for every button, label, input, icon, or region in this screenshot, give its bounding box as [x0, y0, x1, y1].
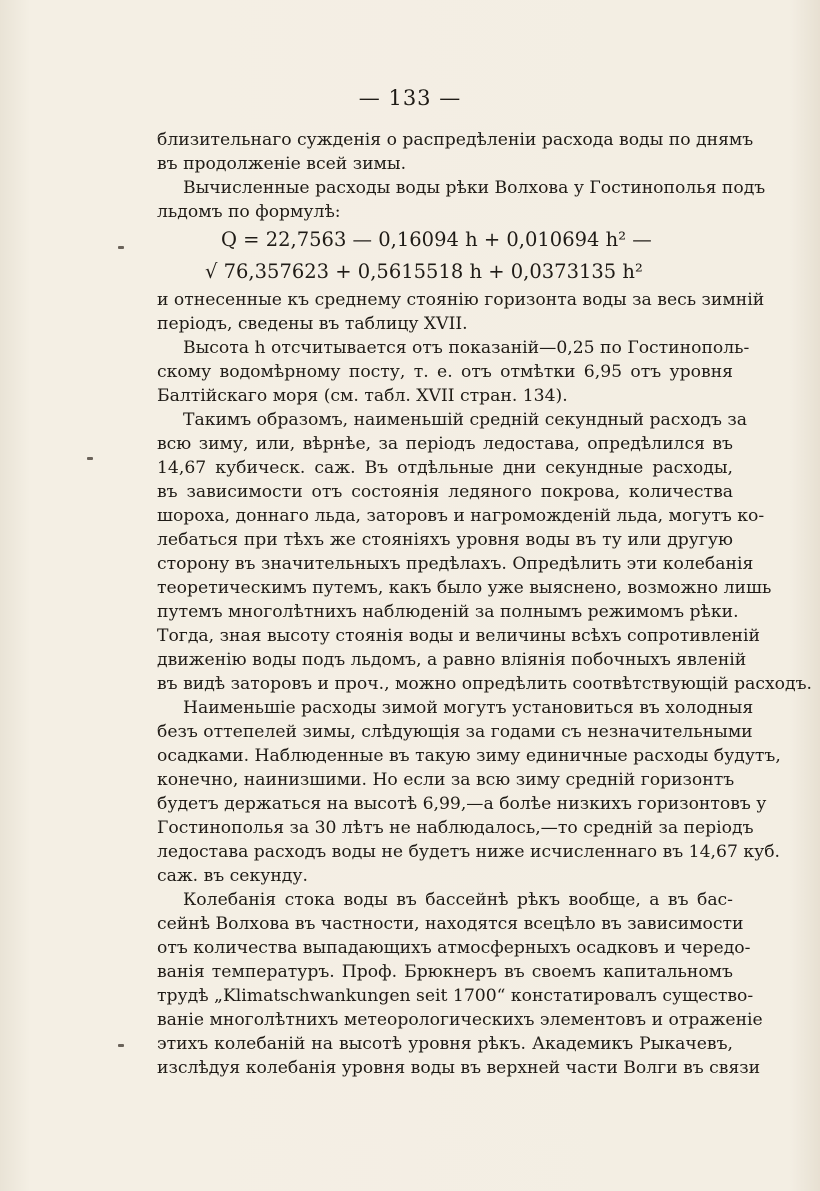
body-text: [157, 128, 812, 1080]
text-line: Такимъ образомъ, наименьшій средній секундный расходъ за: [183, 410, 747, 430]
text-line: льдомъ по формулѣ:: [157, 202, 341, 222]
text-line: будетъ держаться на высотѣ 6,99,—а болѣе низкихъ горизонтовъ у: [157, 794, 767, 814]
text-line: 14,67 кубическ. саж. Въ отдѣльные дни секундные расходы,: [157, 458, 733, 478]
text-line: въ зависимости отъ состоянія ледяного покрова, количества: [157, 482, 733, 502]
text-line: періодъ, сведены въ таблицу XVII.: [157, 314, 468, 334]
margin-mark: [118, 1044, 124, 1047]
text-line: Гостинополья за 30 лѣтъ не наблюдалось,—то средній за періодъ: [157, 818, 754, 838]
text-line: Тогда, зная высоту стоянія воды и величины всѣхъ сопротивленій: [157, 626, 760, 646]
text-line: сторону въ значительныхъ предѣлахъ. Опредѣлить эти колебанія: [157, 554, 754, 574]
text-line: въ видѣ заторовъ и проч., можно опредѣлить соотвѣтствующій расходъ.: [157, 674, 812, 694]
text-line: теоретическимъ путемъ, какъ было уже выяснено, возможно лишь: [157, 578, 772, 598]
text-line: близительнаго сужденія о распредѣленіи расхода воды по днямъ: [157, 130, 754, 150]
text-line: шороха, доннаго льда, заторовъ и нагроможденій льда, могутъ ко-: [157, 506, 765, 526]
margin-mark: [87, 457, 93, 460]
text-line: Высота h отсчитывается отъ показаній—0,25 по Гостинополь-: [183, 338, 750, 358]
text-line: этихъ колебаній на высотѣ уровня рѣкъ. Академикъ Рыкачевъ,: [157, 1034, 733, 1054]
text-line: Балтійскаго моря (см. табл. XVII стран. 134).: [157, 386, 568, 406]
formula-line: Q = 22,7563 — 0,16094 h + 0,010694 h² —: [221, 228, 652, 251]
text-line: движенію воды подъ льдомъ, а равно вліянія побочныхъ явленій: [157, 650, 747, 670]
formula-line: √ 76,357623 + 0,5615518 h + 0,0373135 h²: [205, 260, 643, 283]
text-line: отъ количества выпадающихъ атмосферныхъ осадковъ и чередо-: [157, 938, 751, 958]
text-line: изслѣдуя колебанія уровня воды въ верхней части Волги въ связи: [157, 1058, 761, 1078]
text-line: трудѣ „Klimatschwankungen seit 1700“ констатировалъ существо-: [157, 986, 754, 1006]
text-line: Вычисленные расходы воды рѣки Волхова у Гостинополья подъ: [183, 178, 766, 198]
text-line: и отнесенные къ среднему стоянію горизонта воды за весь зимній: [157, 290, 765, 310]
text-line: ваніе многолѣтнихъ метеорологическихъ элементовъ и отраженіе: [157, 1010, 763, 1030]
text-line: путемъ многолѣтнихъ наблюденій за полнымъ режимомъ рѣки.: [157, 602, 739, 622]
page-number: — 133 —: [358, 86, 462, 110]
margin-mark: [118, 246, 124, 249]
text-line: въ продолженіе всей зимы.: [157, 154, 407, 174]
text-line: ледостава расходъ воды не будетъ ниже исчисленнаго въ 14,67 куб.: [157, 842, 781, 862]
text-line: Наименьшіе расходы зимой могутъ установиться въ холодныя: [183, 698, 754, 718]
text-line: ванія температуръ. Проф. Брюкнеръ въ своемъ капитальномъ: [157, 962, 733, 982]
text-line: безъ оттепелей зимы, слѣдующія за годами съ незначительными: [157, 722, 753, 742]
text-line: конечно, наинизшими. Но если за всю зиму средній горизонтъ: [157, 770, 735, 790]
text-line: осадками. Наблюденные въ такую зиму единичные расходы будутъ,: [157, 746, 781, 766]
text-line: всю зиму, или, вѣрнѣе, за періодъ ледостава, опредѣлился въ: [157, 434, 733, 454]
text-line: саж. въ секунду.: [157, 866, 308, 886]
text-line: скому водомѣрному посту, т. е. отъ отмѣтки 6,95 отъ уровня: [157, 362, 733, 382]
text-line: сейнѣ Волхова въ частности, находятся всецѣло въ зависимости: [157, 914, 744, 934]
text-line: лебаться при тѣхъ же стояніяхъ уровня воды въ ту или другую: [157, 530, 733, 550]
text-line: Колебанія стока воды въ бассейнѣ рѣкъ вообще, а въ бас-: [183, 890, 733, 910]
